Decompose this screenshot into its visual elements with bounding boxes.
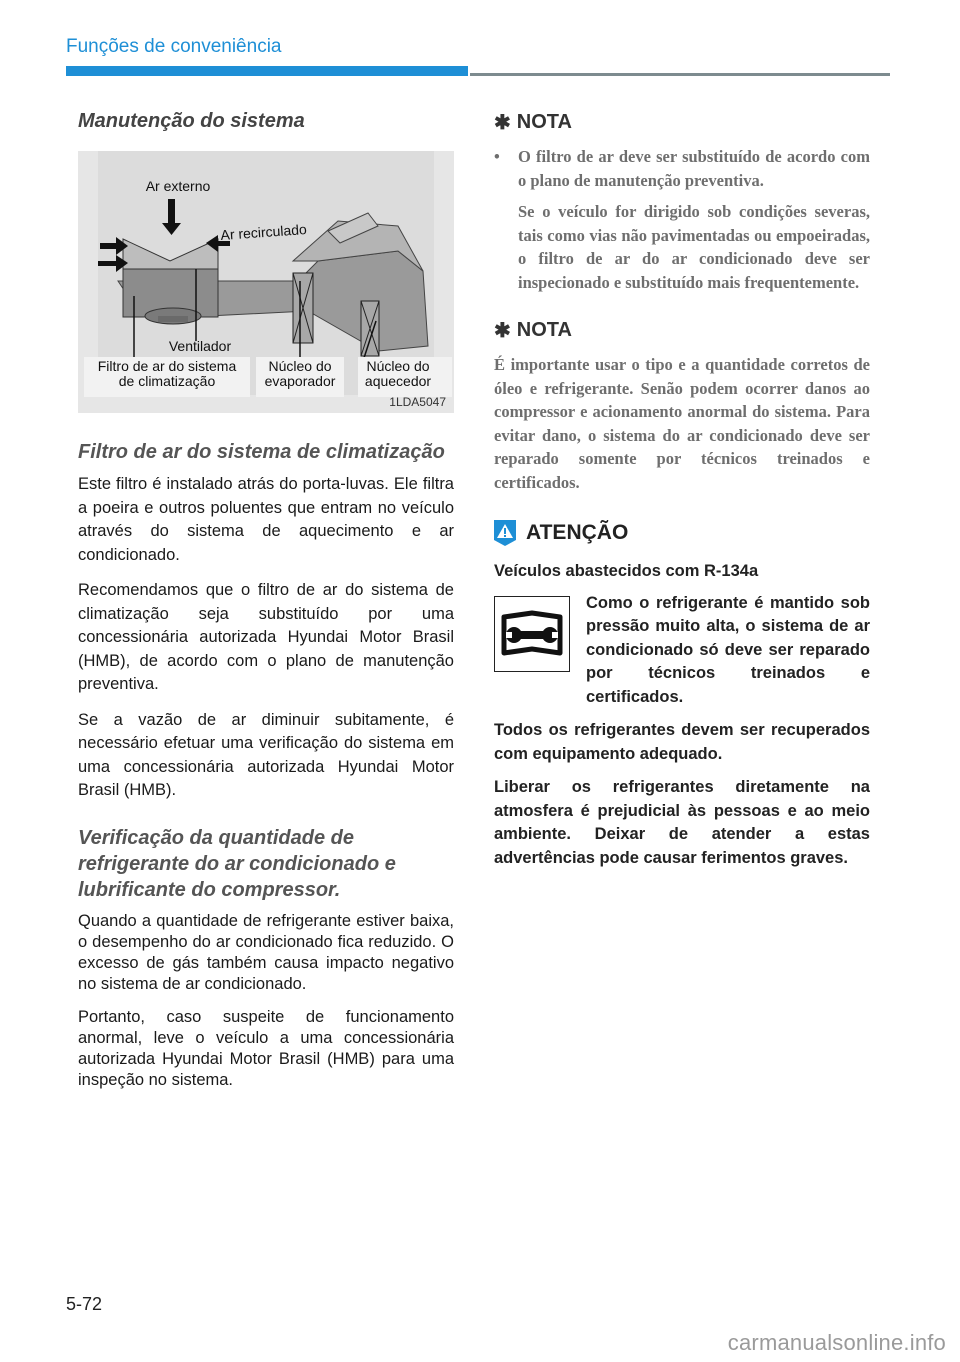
nota-2-title <box>494 318 870 343</box>
check-heading: Verificação da quantidade de refrigerante do ar condicionado e lubrificante do compressor. <box>78 826 396 901</box>
attention-icon-text: Como o refrigerante é mantido sob pressão muito alta, o sistema de ar condicionado só deve ser reparado por técnicos treinados e certificados. <box>586 593 870 706</box>
attention-subtitle: Veículos abastecidos com R-134a <box>494 562 759 580</box>
watermark: carmanualsonline.info <box>727 1330 946 1355</box>
header-bar-blue <box>66 66 468 76</box>
attention-paragraph-1: Todos os refrigerantes devem ser recuperados com equipamento adequado. <box>494 721 870 763</box>
nota-1-bullet <box>494 145 870 192</box>
left-column <box>78 110 454 1103</box>
climate-system-figure <box>78 151 454 413</box>
attention-title <box>494 520 870 546</box>
attention-icon-row <box>494 592 870 710</box>
running-header: Funções de conveniência <box>66 36 282 57</box>
label-heater-line2: aquecedor <box>364 373 432 389</box>
check-paragraph-2: Portanto, caso suspeite de funcionamento anormal, leve o veículo a uma concessionária autorizada Hyundai Motor Brasil (HMB) para uma inspeção no sistema. <box>78 1007 454 1089</box>
star-icon: ✱ <box>494 320 511 342</box>
filter-paragraph-1: Este filtro é instalado atrás do porta-luvas. Ele filtra a poeira e outros poluentes que entram no veículo através do sistema de aquecimento e ar condicionado. <box>78 475 454 564</box>
label-recirculated-air: Ar recirculado <box>220 221 308 244</box>
label-evaporator-line2: evaporador <box>264 373 336 389</box>
filter-paragraph-3: Se a vazão de ar diminuir subitamente, é necessário efetuar uma verificação do sistema em uma concessionária autorizada Hyundai Motor Brasil (HMB). <box>78 710 454 799</box>
climate-system-diagram <box>78 151 454 413</box>
page-number: 5-72 <box>66 1294 103 1314</box>
warning-icon <box>494 520 516 546</box>
label-filter-line2: de climatização <box>118 373 216 389</box>
label-heater-line1: Núcleo do <box>366 358 430 374</box>
attention-label: ATENÇÃO <box>526 521 629 544</box>
label-fan: Ventilador <box>168 338 232 354</box>
label-evaporator-line1: Núcleo do <box>268 358 332 374</box>
bullet-icon: • <box>494 147 500 166</box>
star-icon: ✱ <box>494 112 511 134</box>
label-external-air: Ar externo <box>145 178 211 194</box>
nota-2-label: NOTA <box>516 319 572 341</box>
check-paragraph-1: Quando a quantidade de refrigerante estiver baixa, o desempenho do ar condicionado fica reduzido. O excesso de gás também causa impacto negativo no sistema de ar condicionado. <box>78 911 454 993</box>
filter-heading: Filtro de ar do sistema de climatização <box>78 441 445 463</box>
nota-1-indent-text: Se o veículo for dirigido sob condições severas, tais como vias não pavimentadas ou empoeiradas, o filtro de ar do ar condicionado deve ser inspecionado e substituído mais frequentemente. <box>518 202 870 292</box>
wrench-book-icon <box>494 596 570 672</box>
nota-1-bullet-text: O filtro de ar deve ser substituído de acordo com o plano de manutenção preventiva. <box>518 147 870 190</box>
nota-1-title <box>494 110 870 135</box>
figure-code: 1LDA5047 <box>389 395 446 409</box>
right-column <box>494 110 870 870</box>
attention-paragraph-2: Liberar os refrigerantes diretamente na atmosfera é prejudicial às pessoas e ao meio ambiente. Deixar de atender a estas advertências pode causar ferimentos graves. <box>494 778 870 867</box>
nota-2-body: É importante usar o tipo e a quantidade corretos de óleo e refrigerante. Senão podem ocorrer danos ao compressor e acionamento anormal do sistema. Para evitar dano, o sistema do ar condicionado deve ser reparado somente por técnicos treinados e certificados. <box>494 355 870 492</box>
section-title: Manutenção do sistema <box>78 110 305 132</box>
nota-1-body <box>494 145 870 294</box>
nota-1-label: NOTA <box>516 111 572 133</box>
label-filter-line1: Filtro de ar do sistema <box>97 358 237 374</box>
filter-paragraph-2: Recomendamos que o filtro de ar do sistema de climatização seja substituído por uma concessionária autorizada Hyundai Motor Brasil (HMB), de acordo com o plano de manutenção preventiva. <box>78 581 454 693</box>
header-bar-grey <box>470 73 890 76</box>
